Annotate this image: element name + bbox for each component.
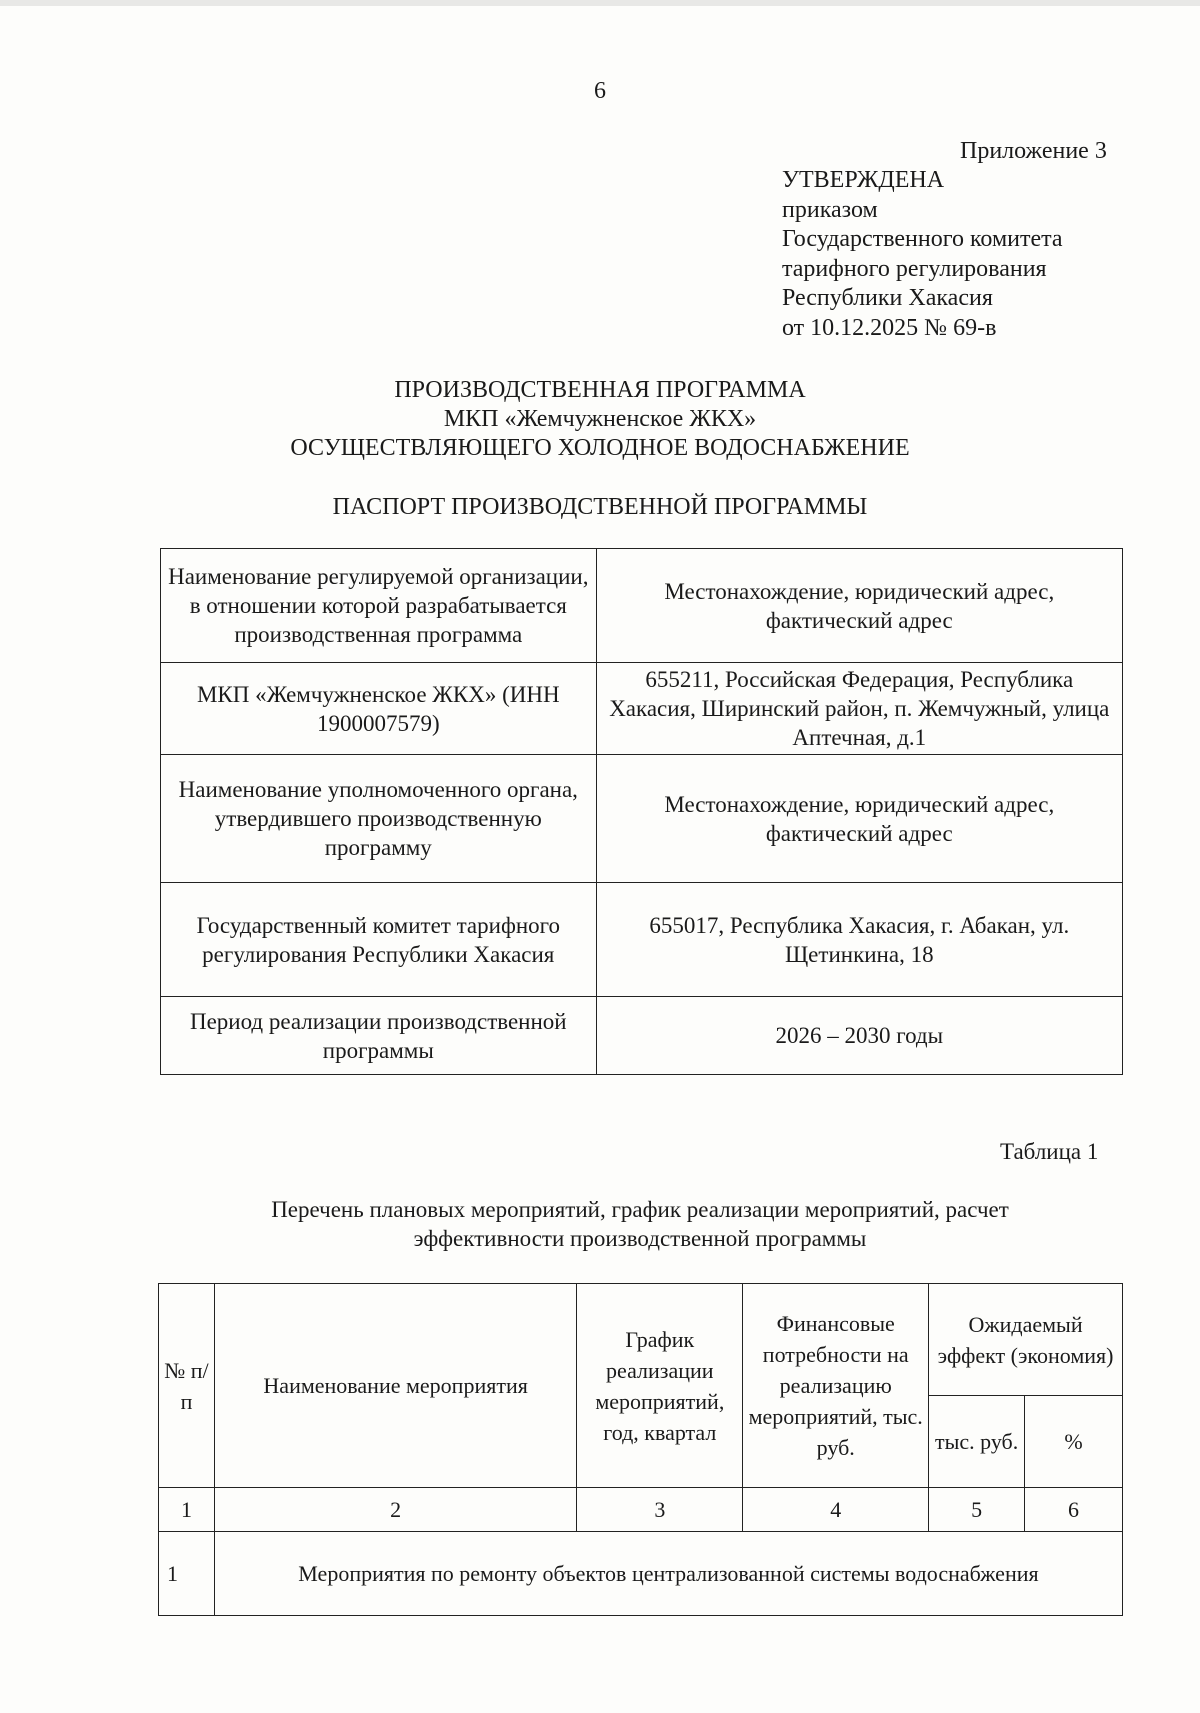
column-number: 6	[1025, 1488, 1123, 1532]
activity-title: ОСУЩЕСТВЛЯЮЩЕГО ХОЛОДНОЕ ВОДОСНАБЖЕНИЕ	[290, 435, 910, 461]
table-row	[161, 755, 1123, 883]
table-cell: Местонахождение, юридический адрес, фактический адрес	[596, 755, 1122, 883]
passport-table	[160, 548, 1123, 1075]
column-number: 1	[159, 1488, 215, 1532]
table-number-label: Таблица 1	[1000, 1139, 1099, 1164]
passport-title: ПАСПОРТ ПРОИЗВОДСТВЕННОЙ ПРОГРАММЫ	[332, 494, 868, 520]
header-effect-rub: тыс. руб.	[929, 1396, 1025, 1488]
table-cell: 655017, Республика Хакасия, г. Абакан, ул. Щетинкина, 18	[596, 883, 1122, 997]
table-row	[161, 997, 1123, 1075]
section-title: Мероприятия по ремонту объектов централизованной системы водоснабжения	[214, 1532, 1122, 1616]
header-effect: Ожидаемый эффект (экономия)	[929, 1284, 1123, 1396]
table-row	[161, 663, 1123, 755]
approval-line: приказом	[782, 196, 878, 223]
header-num: № п/п	[159, 1284, 215, 1488]
scan-edge	[0, 0, 1200, 6]
section-row	[159, 1532, 1123, 1616]
table-row	[161, 549, 1123, 663]
organization-title: МКП «Жемчужненское ЖКХ»	[443, 406, 757, 432]
table-cell: Наименование регулируемой организации, в отношении которой разрабатывается производственная программа	[161, 549, 597, 663]
column-number: 5	[929, 1488, 1025, 1532]
table-title: Перечень плановых мероприятий, график реализации мероприятий, расчет эффективности производственной программы	[271, 1197, 1009, 1251]
header-schedule: График реализации мероприятий, год, квартал	[577, 1284, 743, 1488]
table-cell: 2026 – 2030 годы	[596, 997, 1122, 1075]
header-name: Наименование мероприятия	[214, 1284, 576, 1488]
column-number-row	[159, 1488, 1123, 1532]
table-cell: Период реализации производственной программы	[161, 997, 597, 1075]
table-header-row	[159, 1284, 1123, 1396]
table-cell: Наименование уполномоченного органа, утвердившего производственную программу	[161, 755, 597, 883]
table-cell: МКП «Жемчужненское ЖКХ» (ИНН 1900007579)	[161, 663, 597, 755]
appendix-label: Приложение 3	[960, 138, 1107, 164]
approval-line: от 10.12.2025 № 69-в	[782, 314, 997, 341]
header-effect-pct: %	[1025, 1396, 1123, 1488]
table-row	[161, 883, 1123, 997]
page-number: 6	[594, 78, 606, 104]
approval-line: Республики Хакасия	[782, 285, 993, 311]
column-number: 3	[577, 1488, 743, 1532]
table-cell: 655211, Российская Федерация, Республика Хакасия, Ширинский район, п. Жемчужный, улица Аптечная, д.1	[596, 663, 1122, 755]
column-number: 2	[214, 1488, 576, 1532]
measures-table	[158, 1283, 1123, 1616]
approval-line: тарифного регулирования	[782, 255, 1047, 282]
column-number: 4	[743, 1488, 929, 1532]
approval-line: УТВЕРЖДЕНА	[782, 167, 945, 193]
header-finance: Финансовые потребности на реализацию мероприятий, тыс. руб.	[743, 1284, 929, 1488]
table-cell: Государственный комитет тарифного регулирования Республики Хакасия	[161, 883, 597, 997]
table-cell: Местонахождение, юридический адрес, фактический адрес	[596, 549, 1122, 663]
approval-line: Государственного комитета	[782, 226, 1063, 252]
program-title: ПРОИЗВОДСТВЕННАЯ ПРОГРАММА	[394, 377, 806, 403]
section-number: 1	[159, 1532, 215, 1616]
approval-block	[782, 166, 1063, 343]
